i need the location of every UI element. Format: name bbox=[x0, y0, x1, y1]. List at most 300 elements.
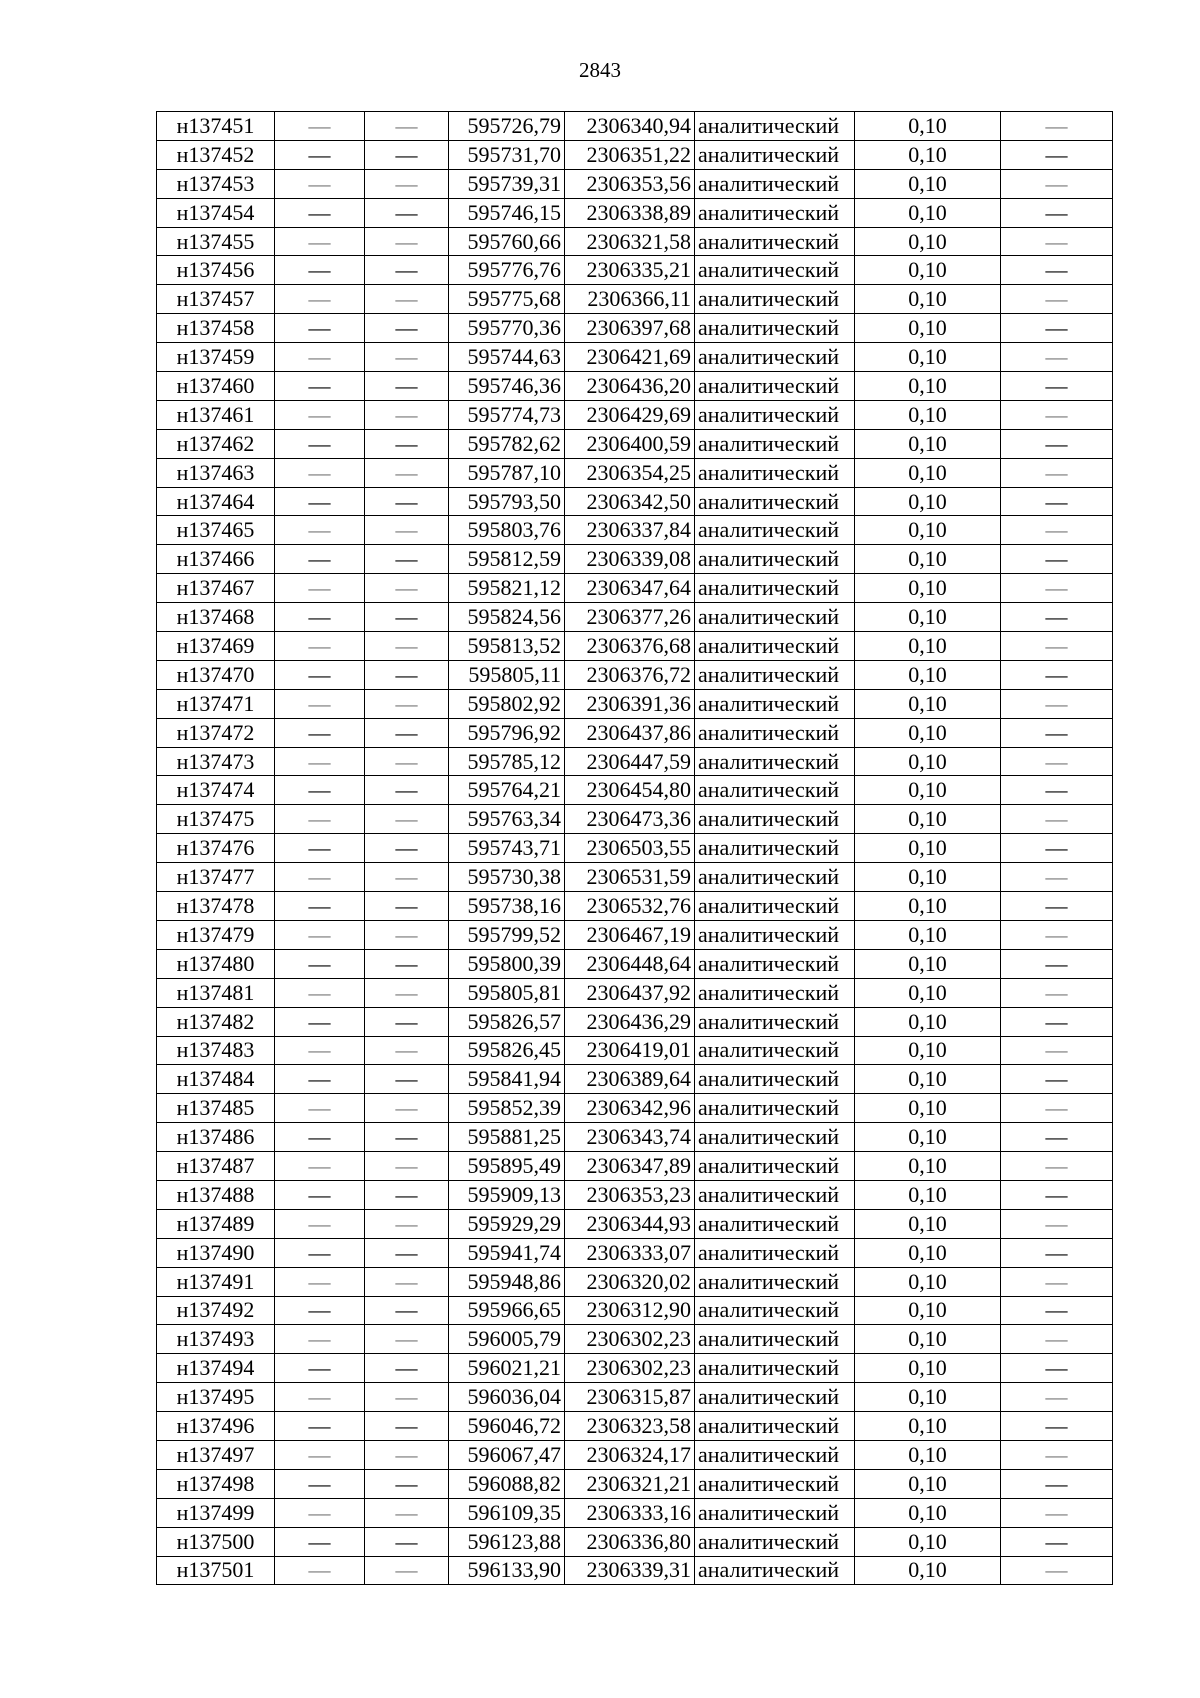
empty-value-cell: — bbox=[1001, 1498, 1113, 1527]
table-row bbox=[157, 1180, 1113, 1209]
x-coordinate-cell: 596088,82 bbox=[449, 1469, 565, 1498]
accuracy-cell: 0,10 bbox=[855, 487, 1001, 516]
point-id-cell: н137492 bbox=[157, 1296, 275, 1325]
accuracy-cell: 0,10 bbox=[855, 863, 1001, 892]
y-coordinate-cell: 2306454,80 bbox=[565, 776, 695, 805]
accuracy-cell: 0,10 bbox=[855, 343, 1001, 372]
x-coordinate-cell: 595821,12 bbox=[449, 574, 565, 603]
table-row bbox=[157, 516, 1113, 545]
accuracy-cell: 0,10 bbox=[855, 949, 1001, 978]
table-row bbox=[157, 776, 1113, 805]
empty-value-cell: — bbox=[365, 1354, 449, 1383]
accuracy-cell: 0,10 bbox=[855, 227, 1001, 256]
point-id-cell: н137452 bbox=[157, 140, 275, 169]
empty-value-cell: — bbox=[365, 1007, 449, 1036]
x-coordinate-cell: 595895,49 bbox=[449, 1152, 565, 1181]
empty-value-cell: — bbox=[275, 603, 365, 632]
empty-value-cell: — bbox=[1001, 1209, 1113, 1238]
x-coordinate-cell: 595802,92 bbox=[449, 689, 565, 718]
x-coordinate-cell: 595787,10 bbox=[449, 458, 565, 487]
y-coordinate-cell: 2306353,23 bbox=[565, 1180, 695, 1209]
point-id-cell: н137465 bbox=[157, 516, 275, 545]
empty-value-cell: — bbox=[275, 1469, 365, 1498]
method-cell: аналитический bbox=[695, 834, 855, 863]
empty-value-cell: — bbox=[1001, 1296, 1113, 1325]
method-cell: аналитический bbox=[695, 1152, 855, 1181]
empty-value-cell: — bbox=[365, 285, 449, 314]
empty-value-cell: — bbox=[275, 1267, 365, 1296]
method-cell: аналитический bbox=[695, 516, 855, 545]
y-coordinate-cell: 2306389,64 bbox=[565, 1065, 695, 1094]
method-cell: аналитический bbox=[695, 1296, 855, 1325]
accuracy-cell: 0,10 bbox=[855, 660, 1001, 689]
method-cell: аналитический bbox=[695, 343, 855, 372]
method-cell: аналитический bbox=[695, 487, 855, 516]
point-id-cell: н137461 bbox=[157, 400, 275, 429]
method-cell: аналитический bbox=[695, 718, 855, 747]
empty-value-cell: — bbox=[1001, 776, 1113, 805]
empty-value-cell: — bbox=[275, 169, 365, 198]
empty-value-cell: — bbox=[1001, 1469, 1113, 1498]
page-number: 2843 bbox=[579, 58, 621, 82]
x-coordinate-cell: 595731,70 bbox=[449, 140, 565, 169]
empty-value-cell: — bbox=[1001, 372, 1113, 401]
accuracy-cell: 0,10 bbox=[855, 372, 1001, 401]
table-row bbox=[157, 1469, 1113, 1498]
y-coordinate-cell: 2306354,25 bbox=[565, 458, 695, 487]
empty-value-cell: — bbox=[275, 1036, 365, 1065]
empty-value-cell: — bbox=[365, 1527, 449, 1556]
empty-value-cell: — bbox=[365, 1180, 449, 1209]
empty-value-cell: — bbox=[275, 776, 365, 805]
y-coordinate-cell: 2306342,96 bbox=[565, 1094, 695, 1123]
method-cell: аналитический bbox=[695, 1527, 855, 1556]
accuracy-cell: 0,10 bbox=[855, 1498, 1001, 1527]
empty-value-cell: — bbox=[365, 487, 449, 516]
x-coordinate-cell: 595941,74 bbox=[449, 1238, 565, 1267]
method-cell: аналитический bbox=[695, 805, 855, 834]
y-coordinate-cell: 2306302,23 bbox=[565, 1325, 695, 1354]
empty-value-cell: — bbox=[275, 140, 365, 169]
empty-value-cell: — bbox=[275, 1209, 365, 1238]
empty-value-cell: — bbox=[365, 1383, 449, 1412]
method-cell: аналитический bbox=[695, 978, 855, 1007]
method-cell: аналитический bbox=[695, 227, 855, 256]
accuracy-cell: 0,10 bbox=[855, 1267, 1001, 1296]
empty-value-cell: — bbox=[365, 689, 449, 718]
table-row bbox=[157, 1296, 1113, 1325]
point-id-cell: н137485 bbox=[157, 1094, 275, 1123]
empty-value-cell: — bbox=[365, 1209, 449, 1238]
point-id-cell: н137453 bbox=[157, 169, 275, 198]
y-coordinate-cell: 2306419,01 bbox=[565, 1036, 695, 1065]
empty-value-cell: — bbox=[1001, 747, 1113, 776]
y-coordinate-cell: 2306400,59 bbox=[565, 429, 695, 458]
x-coordinate-cell: 595746,36 bbox=[449, 372, 565, 401]
y-coordinate-cell: 2306302,23 bbox=[565, 1354, 695, 1383]
accuracy-cell: 0,10 bbox=[855, 892, 1001, 921]
method-cell: аналитический bbox=[695, 1007, 855, 1036]
point-id-cell: н137478 bbox=[157, 892, 275, 921]
accuracy-cell: 0,10 bbox=[855, 920, 1001, 949]
point-id-cell: н137455 bbox=[157, 227, 275, 256]
point-id-cell: н137493 bbox=[157, 1325, 275, 1354]
table-row bbox=[157, 1325, 1113, 1354]
empty-value-cell: — bbox=[365, 660, 449, 689]
point-id-cell: н137470 bbox=[157, 660, 275, 689]
table-row bbox=[157, 487, 1113, 516]
empty-value-cell: — bbox=[275, 1440, 365, 1469]
empty-value-cell: — bbox=[365, 920, 449, 949]
table-row bbox=[157, 1527, 1113, 1556]
empty-value-cell: — bbox=[365, 1412, 449, 1441]
empty-value-cell: — bbox=[365, 545, 449, 574]
method-cell: аналитический bbox=[695, 1209, 855, 1238]
y-coordinate-cell: 2306333,16 bbox=[565, 1498, 695, 1527]
x-coordinate-cell: 595799,52 bbox=[449, 920, 565, 949]
empty-value-cell: — bbox=[1001, 718, 1113, 747]
empty-value-cell: — bbox=[275, 920, 365, 949]
point-id-cell: н137457 bbox=[157, 285, 275, 314]
method-cell: аналитический bbox=[695, 689, 855, 718]
accuracy-cell: 0,10 bbox=[855, 574, 1001, 603]
table-row bbox=[157, 632, 1113, 661]
empty-value-cell: — bbox=[365, 1094, 449, 1123]
empty-value-cell: — bbox=[1001, 632, 1113, 661]
point-id-cell: н137480 bbox=[157, 949, 275, 978]
empty-value-cell: — bbox=[275, 516, 365, 545]
empty-value-cell: — bbox=[1001, 834, 1113, 863]
point-id-cell: н137475 bbox=[157, 805, 275, 834]
empty-value-cell: — bbox=[1001, 314, 1113, 343]
empty-value-cell: — bbox=[1001, 949, 1113, 978]
accuracy-cell: 0,10 bbox=[855, 1556, 1001, 1585]
empty-value-cell: — bbox=[1001, 603, 1113, 632]
method-cell: аналитический bbox=[695, 1556, 855, 1585]
x-coordinate-cell: 595966,65 bbox=[449, 1296, 565, 1325]
method-cell: аналитический bbox=[695, 1267, 855, 1296]
empty-value-cell: — bbox=[275, 285, 365, 314]
x-coordinate-cell: 595776,76 bbox=[449, 256, 565, 285]
point-id-cell: н137481 bbox=[157, 978, 275, 1007]
accuracy-cell: 0,10 bbox=[855, 1123, 1001, 1152]
point-id-cell: н137494 bbox=[157, 1354, 275, 1383]
accuracy-cell: 0,10 bbox=[855, 1065, 1001, 1094]
accuracy-cell: 0,10 bbox=[855, 747, 1001, 776]
table-row bbox=[157, 1440, 1113, 1469]
y-coordinate-cell: 2306429,69 bbox=[565, 400, 695, 429]
empty-value-cell: — bbox=[1001, 892, 1113, 921]
method-cell: аналитический bbox=[695, 458, 855, 487]
x-coordinate-cell: 595775,68 bbox=[449, 285, 565, 314]
point-id-cell: н137483 bbox=[157, 1036, 275, 1065]
empty-value-cell: — bbox=[275, 458, 365, 487]
point-id-cell: н137463 bbox=[157, 458, 275, 487]
method-cell: аналитический bbox=[695, 892, 855, 921]
table-row bbox=[157, 343, 1113, 372]
x-coordinate-cell: 595782,62 bbox=[449, 429, 565, 458]
accuracy-cell: 0,10 bbox=[855, 603, 1001, 632]
method-cell: аналитический bbox=[695, 1440, 855, 1469]
empty-value-cell: — bbox=[365, 1238, 449, 1267]
empty-value-cell: — bbox=[1001, 574, 1113, 603]
point-id-cell: н137462 bbox=[157, 429, 275, 458]
x-coordinate-cell: 596046,72 bbox=[449, 1412, 565, 1441]
method-cell: аналитический bbox=[695, 545, 855, 574]
point-id-cell: н137458 bbox=[157, 314, 275, 343]
empty-value-cell: — bbox=[1001, 1325, 1113, 1354]
empty-value-cell: — bbox=[275, 660, 365, 689]
table-row bbox=[157, 1065, 1113, 1094]
empty-value-cell: — bbox=[275, 718, 365, 747]
accuracy-cell: 0,10 bbox=[855, 1180, 1001, 1209]
table-row bbox=[157, 1556, 1113, 1585]
empty-value-cell: — bbox=[1001, 863, 1113, 892]
point-id-cell: н137468 bbox=[157, 603, 275, 632]
empty-value-cell: — bbox=[365, 805, 449, 834]
table-row bbox=[157, 1412, 1113, 1441]
empty-value-cell: — bbox=[1001, 343, 1113, 372]
empty-value-cell: — bbox=[365, 227, 449, 256]
method-cell: аналитический bbox=[695, 1354, 855, 1383]
empty-value-cell: — bbox=[275, 1065, 365, 1094]
table-row bbox=[157, 920, 1113, 949]
method-cell: аналитический bbox=[695, 169, 855, 198]
y-coordinate-cell: 2306437,92 bbox=[565, 978, 695, 1007]
y-coordinate-cell: 2306321,21 bbox=[565, 1469, 695, 1498]
empty-value-cell: — bbox=[275, 112, 365, 141]
point-id-cell: н137496 bbox=[157, 1412, 275, 1441]
point-id-cell: н137499 bbox=[157, 1498, 275, 1527]
method-cell: аналитический bbox=[695, 372, 855, 401]
empty-value-cell: — bbox=[1001, 516, 1113, 545]
point-id-cell: н137477 bbox=[157, 863, 275, 892]
x-coordinate-cell: 595726,79 bbox=[449, 112, 565, 141]
empty-value-cell: — bbox=[275, 834, 365, 863]
point-id-cell: н137456 bbox=[157, 256, 275, 285]
empty-value-cell: — bbox=[1001, 487, 1113, 516]
accuracy-cell: 0,10 bbox=[855, 1412, 1001, 1441]
method-cell: аналитический bbox=[695, 1123, 855, 1152]
table-row bbox=[157, 140, 1113, 169]
empty-value-cell: — bbox=[275, 372, 365, 401]
empty-value-cell: — bbox=[365, 1498, 449, 1527]
method-cell: аналитический bbox=[695, 1065, 855, 1094]
x-coordinate-cell: 595738,16 bbox=[449, 892, 565, 921]
method-cell: аналитический bbox=[695, 112, 855, 141]
accuracy-cell: 0,10 bbox=[855, 1440, 1001, 1469]
accuracy-cell: 0,10 bbox=[855, 632, 1001, 661]
x-coordinate-cell: 595824,56 bbox=[449, 603, 565, 632]
empty-value-cell: — bbox=[365, 372, 449, 401]
accuracy-cell: 0,10 bbox=[855, 1469, 1001, 1498]
empty-value-cell: — bbox=[275, 227, 365, 256]
empty-value-cell: — bbox=[365, 429, 449, 458]
table-row bbox=[157, 169, 1113, 198]
empty-value-cell: — bbox=[1001, 285, 1113, 314]
accuracy-cell: 0,10 bbox=[855, 545, 1001, 574]
x-coordinate-cell: 596123,88 bbox=[449, 1527, 565, 1556]
method-cell: аналитический bbox=[695, 1498, 855, 1527]
table-row bbox=[157, 747, 1113, 776]
empty-value-cell: — bbox=[1001, 1123, 1113, 1152]
x-coordinate-cell: 595881,25 bbox=[449, 1123, 565, 1152]
point-id-cell: н137490 bbox=[157, 1238, 275, 1267]
y-coordinate-cell: 2306347,89 bbox=[565, 1152, 695, 1181]
table-body bbox=[157, 112, 1113, 1585]
accuracy-cell: 0,10 bbox=[855, 1354, 1001, 1383]
point-id-cell: н137482 bbox=[157, 1007, 275, 1036]
empty-value-cell: — bbox=[275, 978, 365, 1007]
y-coordinate-cell: 2306437,86 bbox=[565, 718, 695, 747]
empty-value-cell: — bbox=[365, 1296, 449, 1325]
point-id-cell: н137466 bbox=[157, 545, 275, 574]
empty-value-cell: — bbox=[365, 632, 449, 661]
x-coordinate-cell: 596005,79 bbox=[449, 1325, 565, 1354]
empty-value-cell: — bbox=[1001, 978, 1113, 1007]
empty-value-cell: — bbox=[275, 1354, 365, 1383]
empty-value-cell: — bbox=[275, 1383, 365, 1412]
empty-value-cell: — bbox=[275, 314, 365, 343]
table-row bbox=[157, 805, 1113, 834]
empty-value-cell: — bbox=[365, 574, 449, 603]
accuracy-cell: 0,10 bbox=[855, 1209, 1001, 1238]
table-row bbox=[157, 574, 1113, 603]
accuracy-cell: 0,10 bbox=[855, 1238, 1001, 1267]
x-coordinate-cell: 595805,81 bbox=[449, 978, 565, 1007]
y-coordinate-cell: 2306376,68 bbox=[565, 632, 695, 661]
method-cell: аналитический bbox=[695, 574, 855, 603]
point-id-cell: н137479 bbox=[157, 920, 275, 949]
table-row bbox=[157, 112, 1113, 141]
x-coordinate-cell: 595760,66 bbox=[449, 227, 565, 256]
method-cell: аналитический bbox=[695, 429, 855, 458]
empty-value-cell: — bbox=[275, 805, 365, 834]
point-id-cell: н137476 bbox=[157, 834, 275, 863]
empty-value-cell: — bbox=[1001, 1440, 1113, 1469]
empty-value-cell: — bbox=[365, 747, 449, 776]
y-coordinate-cell: 2306320,02 bbox=[565, 1267, 695, 1296]
x-coordinate-cell: 595948,86 bbox=[449, 1267, 565, 1296]
x-coordinate-cell: 595812,59 bbox=[449, 545, 565, 574]
empty-value-cell: — bbox=[275, 1007, 365, 1036]
empty-value-cell: — bbox=[1001, 1065, 1113, 1094]
y-coordinate-cell: 2306391,36 bbox=[565, 689, 695, 718]
x-coordinate-cell: 596036,04 bbox=[449, 1383, 565, 1412]
empty-value-cell: — bbox=[365, 458, 449, 487]
point-id-cell: н137498 bbox=[157, 1469, 275, 1498]
y-coordinate-cell: 2306353,56 bbox=[565, 169, 695, 198]
empty-value-cell: — bbox=[1001, 169, 1113, 198]
accuracy-cell: 0,10 bbox=[855, 314, 1001, 343]
table-row bbox=[157, 1238, 1113, 1267]
empty-value-cell: — bbox=[365, 1469, 449, 1498]
empty-value-cell: — bbox=[1001, 1152, 1113, 1181]
accuracy-cell: 0,10 bbox=[855, 112, 1001, 141]
empty-value-cell: — bbox=[1001, 1238, 1113, 1267]
x-coordinate-cell: 595793,50 bbox=[449, 487, 565, 516]
point-id-cell: н137451 bbox=[157, 112, 275, 141]
method-cell: аналитический bbox=[695, 863, 855, 892]
accuracy-cell: 0,10 bbox=[855, 140, 1001, 169]
method-cell: аналитический bbox=[695, 747, 855, 776]
y-coordinate-cell: 2306351,22 bbox=[565, 140, 695, 169]
accuracy-cell: 0,10 bbox=[855, 1152, 1001, 1181]
method-cell: аналитический bbox=[695, 140, 855, 169]
table-row bbox=[157, 603, 1113, 632]
table-row bbox=[157, 227, 1113, 256]
empty-value-cell: — bbox=[1001, 545, 1113, 574]
y-coordinate-cell: 2306531,59 bbox=[565, 863, 695, 892]
y-coordinate-cell: 2306335,21 bbox=[565, 256, 695, 285]
y-coordinate-cell: 2306532,76 bbox=[565, 892, 695, 921]
point-id-cell: н137486 bbox=[157, 1123, 275, 1152]
table-row bbox=[157, 198, 1113, 227]
empty-value-cell: — bbox=[275, 1296, 365, 1325]
accuracy-cell: 0,10 bbox=[855, 516, 1001, 545]
table-row bbox=[157, 256, 1113, 285]
y-coordinate-cell: 2306436,29 bbox=[565, 1007, 695, 1036]
y-coordinate-cell: 2306436,20 bbox=[565, 372, 695, 401]
x-coordinate-cell: 595841,94 bbox=[449, 1065, 565, 1094]
accuracy-cell: 0,10 bbox=[855, 978, 1001, 1007]
table-row bbox=[157, 1209, 1113, 1238]
x-coordinate-cell: 595803,76 bbox=[449, 516, 565, 545]
table-row bbox=[157, 834, 1113, 863]
empty-value-cell: — bbox=[365, 343, 449, 372]
point-id-cell: н137459 bbox=[157, 343, 275, 372]
table-row bbox=[157, 372, 1113, 401]
table-row bbox=[157, 718, 1113, 747]
empty-value-cell: — bbox=[275, 198, 365, 227]
table-row bbox=[157, 949, 1113, 978]
empty-value-cell: — bbox=[275, 487, 365, 516]
x-coordinate-cell: 595774,73 bbox=[449, 400, 565, 429]
empty-value-cell: — bbox=[275, 574, 365, 603]
y-coordinate-cell: 2306397,68 bbox=[565, 314, 695, 343]
x-coordinate-cell: 596109,35 bbox=[449, 1498, 565, 1527]
table-row bbox=[157, 1383, 1113, 1412]
table-row bbox=[157, 892, 1113, 921]
table-row bbox=[157, 1498, 1113, 1527]
y-coordinate-cell: 2306377,26 bbox=[565, 603, 695, 632]
x-coordinate-cell: 595743,71 bbox=[449, 834, 565, 863]
x-coordinate-cell: 595852,39 bbox=[449, 1094, 565, 1123]
method-cell: аналитический bbox=[695, 603, 855, 632]
method-cell: аналитический bbox=[695, 776, 855, 805]
empty-value-cell: — bbox=[365, 718, 449, 747]
accuracy-cell: 0,10 bbox=[855, 1383, 1001, 1412]
empty-value-cell: — bbox=[1001, 920, 1113, 949]
point-id-cell: н137469 bbox=[157, 632, 275, 661]
empty-value-cell: — bbox=[365, 863, 449, 892]
empty-value-cell: — bbox=[275, 949, 365, 978]
table-row bbox=[157, 1354, 1113, 1383]
y-coordinate-cell: 2306343,74 bbox=[565, 1123, 695, 1152]
y-coordinate-cell: 2306312,90 bbox=[565, 1296, 695, 1325]
y-coordinate-cell: 2306447,59 bbox=[565, 747, 695, 776]
point-id-cell: н137489 bbox=[157, 1209, 275, 1238]
point-id-cell: н137471 bbox=[157, 689, 275, 718]
empty-value-cell: — bbox=[275, 545, 365, 574]
point-id-cell: н137467 bbox=[157, 574, 275, 603]
x-coordinate-cell: 595826,45 bbox=[449, 1036, 565, 1065]
method-cell: аналитический bbox=[695, 949, 855, 978]
empty-value-cell: — bbox=[365, 1123, 449, 1152]
method-cell: аналитический bbox=[695, 285, 855, 314]
empty-value-cell: — bbox=[275, 1152, 365, 1181]
empty-value-cell: — bbox=[365, 198, 449, 227]
